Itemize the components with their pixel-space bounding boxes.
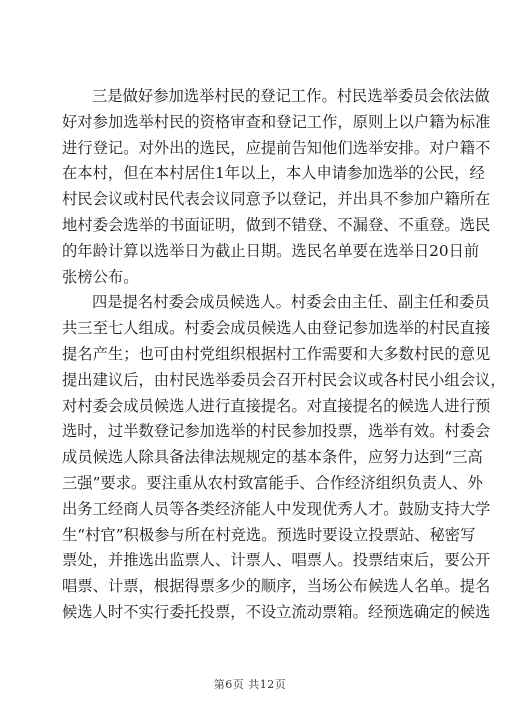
paragraph-1-line-4: 在本村，但在本村居住1年以上，本人申请参加选举的公民，经: [62, 164, 485, 183]
paragraph-2-line-13: 候选人时不实行委托投票，不设立流动票箱。经预选确定的候选: [62, 602, 491, 621]
paragraph-2-line-12: 唱票、计票，根据得票多少的顺序，当场公布候选人名单。提名: [62, 577, 491, 596]
paragraph-2-line-3: 提名产生；也可由村党组织根据村工作需要和大多数村民的意见: [62, 344, 491, 363]
paragraph-1-line-2: 好对参加选举村民的资格审查和登记工作，原则上以户籍为标准: [62, 112, 491, 131]
paragraph-2-line-10: 生“村官”积极参与所在村竞选。预选时要设立投票站、秘密写: [62, 525, 476, 544]
paragraph-2-line-7: 成员候选人除具备法律法规规定的基本条件，应努力达到“三高: [62, 448, 483, 467]
paragraph-2-line-8: 三强”要求。要注重从农村致富能手、合作经济组织负责人、外: [62, 473, 483, 492]
paragraph-2-line-2: 共三至七人组成。村委会成员候选人由登记参加选举的村民直接: [62, 319, 491, 338]
paragraph-2-line-6: 选时，过半数登记参加选举的村民参加投票，选举有效。村委会: [62, 422, 491, 441]
paragraph-1-line-1: 三是做好参加选举村民的登记工作。村民选举委员会依法做: [92, 87, 490, 105]
page-number-footer: 第6页 共12页: [213, 678, 287, 691]
paragraph-1-line-7: 的年龄计算以选举日为截止日期。选民名单要在选举日20日前: [62, 241, 480, 260]
paragraph-1-line-6: 地村委会选举的书面证明，做到不错登、不漏登、不重登。选民: [62, 215, 491, 234]
paragraph-2-line-9: 出务工经商人员等各类经济能人中发现优秀人才。鼓励支持大学: [62, 499, 491, 518]
paragraph-2-line-4: 提出建议后，由村民选举委员会召开村民会议或各村民小组会议，: [62, 370, 506, 389]
paragraph-2-line-1: 四是提名村委会成员候选人。村委会由主任、副主任和委员: [92, 293, 490, 312]
paragraph-1-line-8: 张榜公布。: [62, 267, 139, 286]
paragraph-1-line-5: 村民会议或村民代表会议同意予以登记，并出具不参加户籍所在: [62, 190, 491, 209]
paragraph-2-line-11: 票处，并推选出监票人、计票人、唱票人。投票结束后，要公开: [62, 551, 491, 570]
body-text: [62, 84, 506, 626]
paragraph-1-line-3: 进行登记。对外出的选民，应提前告知他们选举安排。对户籍不: [62, 138, 491, 157]
paragraph-2-line-5: 对村委会成员候选人进行直接提名。对直接提名的候选人进行预: [62, 396, 491, 415]
